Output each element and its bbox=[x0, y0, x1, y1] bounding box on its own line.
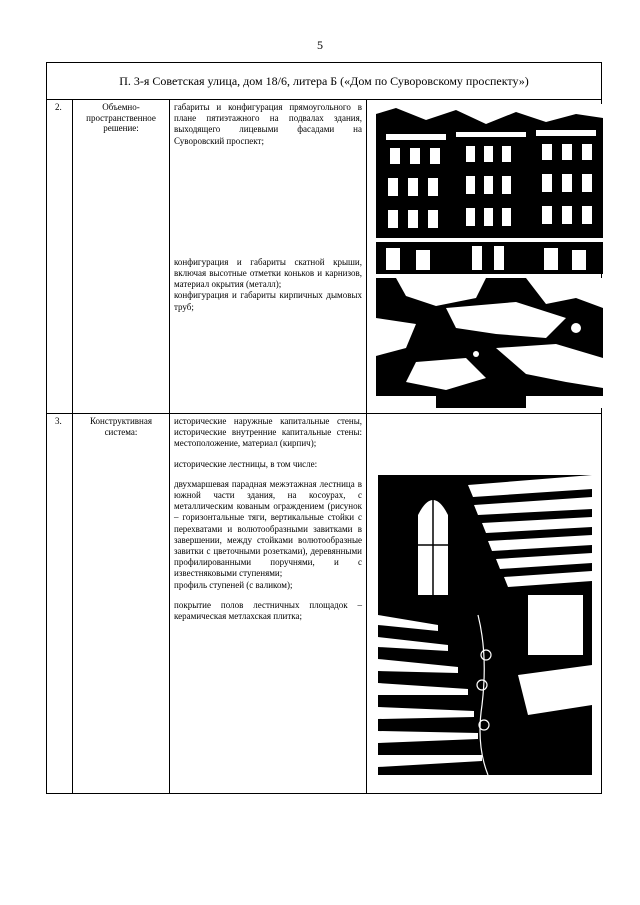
table-row bbox=[47, 100, 602, 414]
description-paragraph: габариты и конфигурация прямоугольного в плане пятиэтажного на подвалах здания, выходящего лицевыми фасадами на Суворовский проспект; bbox=[174, 102, 362, 146]
description-paragraph: исторические лестницы, в том числе: bbox=[174, 458, 318, 469]
image-cell bbox=[367, 414, 602, 794]
image-cell bbox=[367, 100, 602, 414]
description-paragraph: конфигурация и габариты кирпичных дымовых труб; bbox=[174, 290, 362, 312]
description-paragraph: конфигурация и габариты скатной крыши, включая высотные отметки коньков и карнизов, материал окрытия (металл); bbox=[174, 256, 362, 290]
description-paragraph: двухмаршевая парадная межэтажная лестница в южной части здания, на косоурах, с металлическим кованым ограждением (рисунок – горизонтальные тяги, вертикальные стойки с перехватами и волютообразными завитками в завершении, между стойками волютообразные завитки с цветочными розетками), деревянными профилированными поручнями, и с известняковыми ступенями; bbox=[174, 478, 362, 579]
row-title: Объемно-пространственное решение: bbox=[73, 100, 170, 414]
row-description bbox=[170, 100, 367, 414]
table-header: П. 3-я Советская улица, дом 18/6, литера Б («Дом по Суворовскому проспекту») bbox=[47, 63, 602, 100]
row-description bbox=[170, 414, 367, 794]
table-row bbox=[47, 414, 602, 794]
row-number: 3. bbox=[47, 414, 73, 794]
row-title: Конструктивная система: bbox=[73, 414, 170, 794]
facade-photo bbox=[376, 104, 603, 274]
description-paragraph: исторические наружные капитальные стены, исторические внутренние капитальные стены: местоположение, материал (кирпич); bbox=[174, 416, 362, 449]
protection-subject-table bbox=[46, 62, 602, 794]
staircase-photo bbox=[378, 475, 592, 775]
row-number: 2. bbox=[47, 100, 73, 414]
roof-photo bbox=[376, 278, 603, 408]
page-number: 5 bbox=[317, 38, 323, 52]
description-paragraph: покрытие полов лестничных площадок – керамическая метлахская плитка; bbox=[174, 599, 362, 622]
description-paragraph: профиль ступеней (с валиком); bbox=[174, 579, 293, 590]
table-header-row bbox=[47, 63, 602, 100]
